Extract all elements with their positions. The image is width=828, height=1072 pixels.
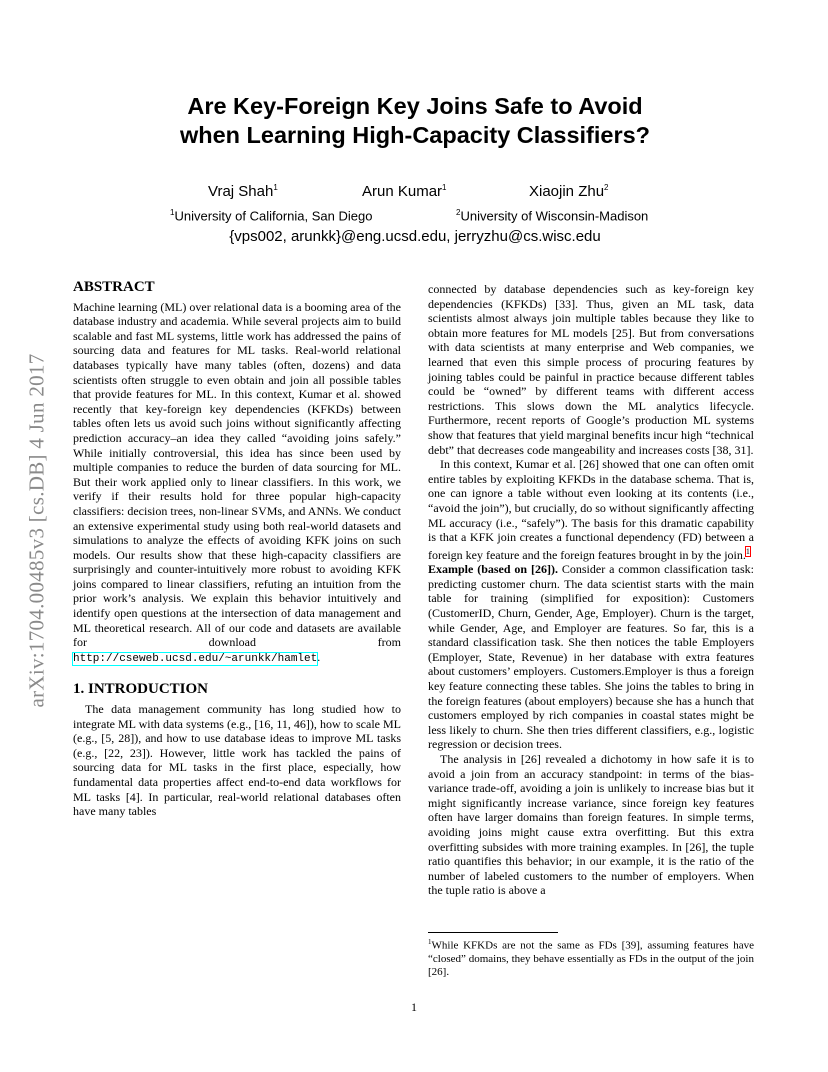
paper-title xyxy=(100,92,730,150)
example-paragraph: Example (based on [26]). Consider a common classification task: predicting customer churn. The data scientist starts with the main table for training (simplified for exposition): Customers (CustomerID, Churn, Gender, Age, Employer). Churn is the target, while Gender, Age, and Employer are features. So far, this is a standard classification task. She then notices the table Employers (Employer, State, Revenue) in her database with extra features about customers’ employers. Customers.Employer is thus a foreign key feature connecting these tables. She joins the tables to bring in the foreign features (about employers) because she has a hunch that customers employed by rich companies in coastal states might be less likely to churn. She then tries different classifiers, e.g., logistic regression or decision trees. xyxy=(428,562,755,752)
abstract-heading: ABSTRACT xyxy=(73,279,155,295)
affiliation-1: $^1$University of California, San Diego xyxy=(170,208,373,224)
right-paragraph-2: In this context, Kumar et al. [26] showed that one can often omit entire tables by exploiting KFKDs in the database schema. That is, one can ignore a table without even looking at its contents (i.e., “avoid the join”), but crucially, do so without significantly affecting ML accuracy (i.e., “safely”). The basis for this dramatic capability is that a KFK join creates a functional dependency (FD) between a foreign key feature and the foreign features brought in by the join.$^1$ xyxy=(428,457,754,562)
right-paragraph-1: connected by database dependencies such as key-foreign key dependencies (KFKDs) [33]. Thus, given an ML task, data scientists almost always join multiple tables because they like to obtain more features for ML models [25]. But from conversations with data scientists at many enterprise and Web companies, we learned that even this simple process of procuring features by joining tables could be painful in practice because different tables could be “owned” by different teams with different access restrictions. This slows down the ML analytics lifecycle. Furthermore, recent reports of Google’s production ML systems show that features that yield marginal benefits incur high “technical debt” that decreases code mangeability and increases costs [38, 31]. xyxy=(428,282,754,457)
right-paragraph-4: The analysis in [26] revealed a dichotomy in how safe it is to avoid a join from an accuracy standpoint: in terms of the bias-variance trade-off, avoiding a join is unlikely to increase bias but it might significantly increase variance, since foreign key features often have larger domains than foreign features. In simple terms, avoiding joins might cause extra overfitting. But this extra overfitting subsides with more training examples. In [26], the tuple ratio quantifies this behavior; in our example, it is the ratio of the number of labeled customers to the number of employers. When the tuple ratio is above a xyxy=(428,752,754,898)
title-line-1: Are Key-Foreign Key Joins Safe to Avoid xyxy=(187,93,643,119)
introduction-body: The data management community has long studied how to integrate ML with data systems (e.g., [16, 11, 46]), how to scale ML (e.g., [5, 28]), and how to use database ideas to improve ML tasks (e.g., [22, 23]). However, little work has tackled the pains of sourcing data for ML tasks in the first place, especially, how fundamental data properties affect end-to-end data workflows for ML tasks [4]. In particular, real-world relational databases often have many tables xyxy=(73,702,401,819)
author-3: Xiaojin Zhu$^2$ xyxy=(529,183,609,200)
title-line-2: when Learning High-Capacity Classifiers? xyxy=(179,122,651,148)
code-download-link[interactable]: http://cseweb.ucsd.edu/~arunkk/hamlet xyxy=(73,652,318,665)
author-emails: {vps002, arunkk}@eng.ucsd.edu, jerryzhu@cs.wisc.edu xyxy=(229,228,601,245)
footnote: $^1$While KFKDs are not the same as FDs [39], assuming features have “closed” domains, they behave essentially as FDs in the output of the join [26]. xyxy=(428,938,754,978)
page-number: 1 xyxy=(411,1000,417,1014)
affiliation-2: $^2$University of Wisconsin-Madison xyxy=(456,208,649,224)
right-column xyxy=(428,282,754,898)
footnote-rule xyxy=(428,932,558,933)
author-2: Arun Kumar$^1$ xyxy=(362,183,447,200)
author-1: Vraj Shah$^1$ xyxy=(208,183,278,200)
abstract-body: Machine learning (ML) over relational data is a booming area of the database industry and academia. While several projects aim to build scalable and fast ML systems, little work has addressed the pains of sourcing data and features for ML tasks. Real-world relational databases typically have many tables (often, dozens) and data scientists often struggle to even obtain and join all possible tables that provide features for ML. In this context, Kumar et al. showed recently that key-foreign key dependencies (KFKDs) between tables often lets us avoid such joins without significantly affecting prediction accuracy–an idea they called “avoiding joins safely.” While initially controversial, this idea has since been used by multiple companies to reduce the burden of data sourcing for ML. But their work applied only to linear classifiers. In this work, we verify if their results hold for three popular high-capacity classifiers: decision trees, non-linear SVMs, and ANNs. We conduct an extensive experimental study using both real-world datasets and simulations to analyze the effects of avoiding KFK joins on such models. Our results show that these high-capacity classifiers are surprisingly and counter-intuitively more robust to avoiding KFK joins compared to linear classifiers, refuting an intuition from the prior work’s analysis. We explain this behavior intuitively and identify open questions at the intersection of data management and ML theoretical research. All of our code and datasets are available for download from http://cseweb.ucsd.edu/~arunkk/hamlet. xyxy=(73,299,401,665)
arxiv-identifier: arXiv:1704.00485v3 [cs.DB] 4 Jun 2017 xyxy=(24,352,49,708)
left-column xyxy=(73,280,401,819)
example-heading: Example (based on [26]). xyxy=(428,562,558,577)
footnote-marker[interactable]: 1 xyxy=(745,546,750,556)
introduction-heading: 1. INTRODUCTION xyxy=(73,681,209,698)
